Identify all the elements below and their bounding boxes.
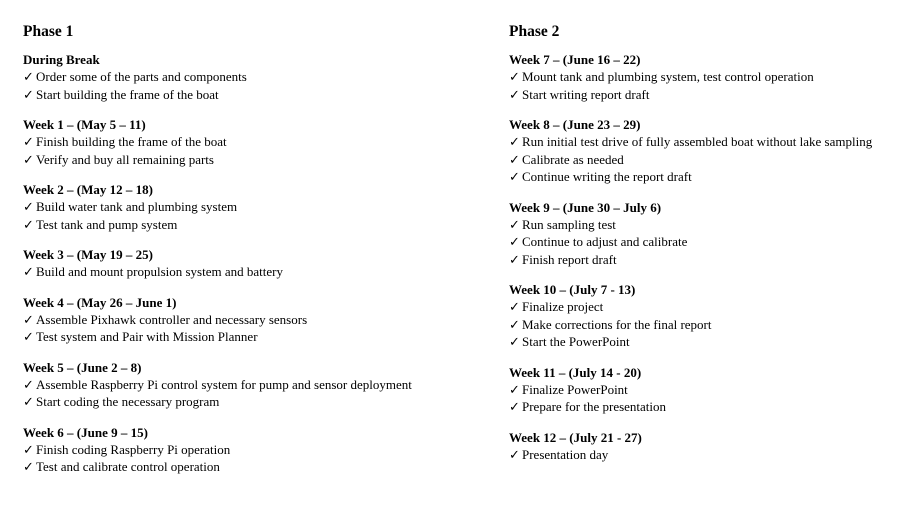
week-group — [23, 294, 483, 346]
phase-2-column — [509, 22, 909, 476]
task-item — [509, 298, 909, 316]
checkmark-icon: ✓ — [509, 446, 520, 462]
task-text: Presentation day — [522, 446, 609, 462]
checkmark-icon: ✓ — [509, 234, 520, 249]
week-heading: Week 9 – (June 30 – July 6) — [509, 199, 662, 215]
week-heading: Week 6 – (June 9 – 15) — [23, 424, 148, 440]
task-text: Prepare for the presentation — [522, 399, 667, 414]
phase-groups — [509, 51, 909, 463]
week-heading: During Break — [23, 52, 100, 67]
checkmark-icon: ✓ — [23, 69, 34, 84]
checkmark-icon: ✓ — [509, 316, 520, 332]
task-item — [23, 458, 483, 476]
checkmark-icon: ✓ — [509, 299, 520, 314]
task-item — [509, 333, 909, 351]
checkmark-icon: ✓ — [509, 334, 520, 349]
task-item — [509, 133, 909, 151]
task-text: Start writing report draft — [522, 86, 650, 102]
week-heading: Week 10 – (July 7 - 13) — [509, 282, 636, 297]
task-item — [23, 68, 483, 86]
phase-title: Phase 2 — [509, 23, 560, 40]
week-heading: Week 7 – (June 16 – 22) — [509, 52, 641, 67]
checkmark-icon: ✓ — [23, 459, 34, 474]
task-text: Calibrate as needed — [522, 151, 624, 167]
checkmark-icon: ✓ — [23, 216, 34, 232]
task-text: Make corrections for the final report — [522, 316, 712, 332]
task-item — [23, 311, 483, 329]
checkmark-icon: ✓ — [509, 86, 520, 102]
checkmark-icon: ✓ — [23, 329, 34, 344]
checkmark-icon: ✓ — [23, 134, 34, 149]
task-item — [23, 376, 483, 394]
task-text: Assemble Pixhawk controller and necessary sensors — [36, 311, 308, 327]
task-item — [509, 251, 909, 269]
week-group — [23, 116, 483, 168]
checkmark-icon: ✓ — [509, 381, 520, 397]
week-heading: Week 8 – (June 23 – 29) — [509, 117, 641, 132]
phase-title: Phase 1 — [23, 23, 74, 40]
phase-1-column — [23, 22, 483, 489]
week-group — [509, 364, 909, 416]
week-heading: Week 2 – (May 12 – 18) — [23, 182, 153, 197]
week-heading: Week 3 – (May 19 – 25) — [23, 247, 153, 262]
task-item — [23, 133, 483, 151]
task-item — [23, 328, 483, 346]
checkmark-icon: ✓ — [23, 264, 34, 279]
week-group — [23, 424, 483, 476]
task-text: Assemble Raspberry Pi control system for pump and sensor deployment — [36, 376, 412, 392]
task-text: Finalize PowerPoint — [522, 381, 628, 397]
task-item — [23, 263, 483, 281]
checkmark-icon: ✓ — [509, 151, 520, 167]
task-text: Start building the frame of the boat — [36, 86, 219, 102]
task-text: Mount tank and plumbing system, test control operation — [522, 69, 814, 84]
week-group — [509, 281, 909, 351]
week-group — [509, 51, 909, 103]
task-text: Run sampling test — [522, 216, 616, 232]
task-text: Start coding the necessary program — [36, 394, 220, 409]
week-group — [23, 51, 483, 103]
week-heading: Week 4 – (May 26 – June 1) — [23, 294, 177, 310]
task-item — [23, 198, 483, 216]
task-item — [509, 216, 909, 234]
task-text: Test and calibrate control operation — [36, 459, 220, 474]
checkmark-icon: ✓ — [23, 86, 34, 102]
task-text: Finish building the frame of the boat — [36, 134, 227, 149]
task-item — [509, 233, 909, 251]
checkmark-icon: ✓ — [509, 399, 520, 414]
task-item — [509, 151, 909, 169]
task-item — [509, 446, 909, 464]
week-group — [23, 246, 483, 281]
checkmark-icon: ✓ — [509, 216, 520, 232]
week-group — [509, 429, 909, 464]
checkmark-icon: ✓ — [509, 251, 520, 267]
task-text: Finish report draft — [522, 251, 617, 267]
week-group — [23, 181, 483, 233]
task-text: Verify and buy all remaining parts — [36, 151, 214, 167]
checkmark-icon: ✓ — [23, 199, 34, 214]
checkmark-icon: ✓ — [509, 134, 520, 149]
task-item — [23, 151, 483, 169]
week-group — [509, 199, 909, 269]
week-group — [509, 116, 909, 186]
task-text: Continue to adjust and calibrate — [522, 234, 688, 249]
task-item — [23, 216, 483, 234]
task-text: Test system and Pair with Mission Planner — [36, 329, 258, 344]
task-text: Finish coding Raspberry Pi operation — [36, 441, 231, 457]
checkmark-icon: ✓ — [509, 169, 520, 184]
task-item — [509, 316, 909, 334]
task-item — [509, 381, 909, 399]
task-item — [23, 86, 483, 104]
checkmark-icon: ✓ — [23, 441, 34, 457]
task-text: Build and mount propulsion system and battery — [36, 264, 283, 279]
task-item — [23, 393, 483, 411]
phase-groups — [23, 51, 483, 476]
task-item — [509, 398, 909, 416]
checkmark-icon: ✓ — [23, 311, 34, 327]
task-item — [509, 168, 909, 186]
checkmark-icon: ✓ — [509, 69, 520, 84]
task-text: Run initial test drive of fully assembled boat without lake sampling — [522, 134, 873, 149]
week-group — [23, 359, 483, 411]
task-text: Finalize project — [522, 299, 604, 314]
task-text: Test tank and pump system — [36, 216, 178, 232]
task-item — [509, 86, 909, 104]
week-heading: Week 5 – (June 2 – 8) — [23, 359, 142, 375]
task-text: Order some of the parts and components — [36, 69, 247, 84]
task-item — [23, 441, 483, 459]
task-item — [509, 68, 909, 86]
checkmark-icon: ✓ — [23, 394, 34, 409]
task-text: Start the PowerPoint — [522, 334, 630, 349]
checkmark-icon: ✓ — [23, 376, 34, 392]
task-text: Continue writing the report draft — [522, 169, 692, 184]
week-heading: Week 1 – (May 5 – 11) — [23, 117, 146, 132]
week-heading: Week 11 – (July 14 - 20) — [509, 364, 642, 380]
task-text: Build water tank and plumbing system — [36, 199, 238, 214]
week-heading: Week 12 – (July 21 - 27) — [509, 429, 642, 445]
checkmark-icon: ✓ — [23, 151, 34, 167]
